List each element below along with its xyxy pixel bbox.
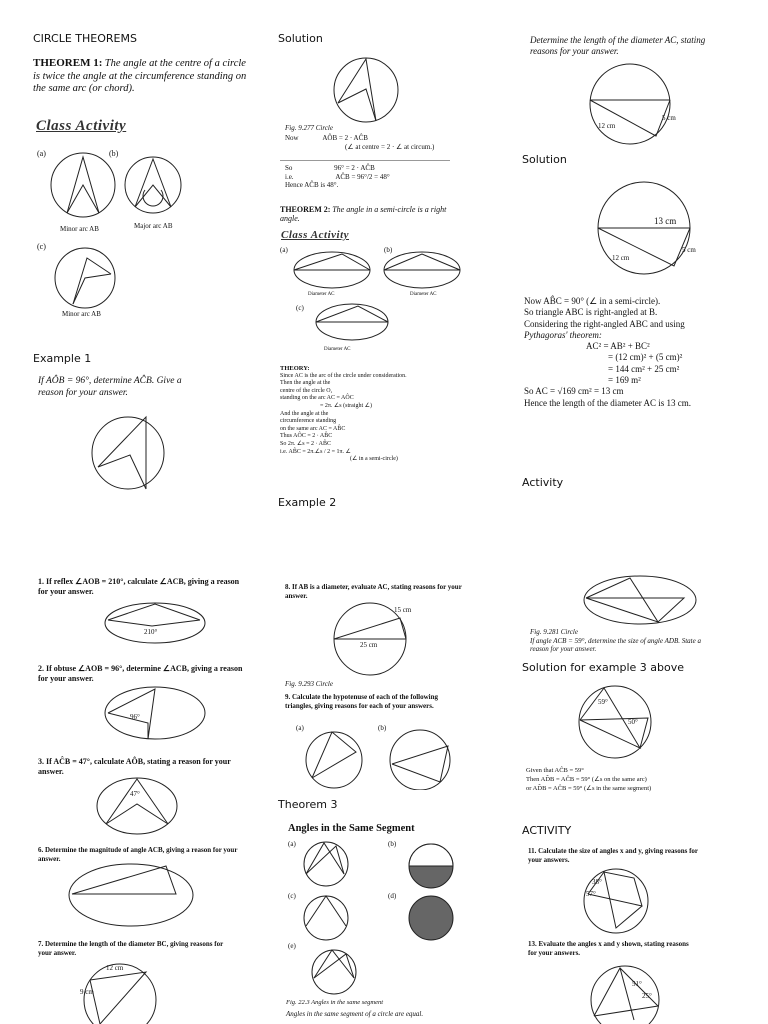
- theorem1-block: [33, 58, 253, 96]
- then-line: Then AD̂B = AĈB = 59° (∠s on the same arc): [526, 776, 647, 783]
- minor-arc-label: Minor arc AB: [60, 225, 99, 233]
- ie-equation: AĈB = 96°/2 = 48°: [335, 172, 390, 181]
- theory-line: Thus AÔC = 2 · AB̂C: [280, 433, 333, 440]
- so-label: So: [285, 164, 293, 172]
- exercise-q9: 9. Calculate the hypotenuse of each of the following triangles, giving reasons for each of your answers.: [285, 693, 439, 710]
- theorem3-heading: Theorem 3: [278, 798, 338, 811]
- theorem2-text: The angle in a semi-circle is a right angle.: [280, 205, 447, 223]
- solution-heading-1: Solution: [278, 32, 323, 45]
- seg-d: (d): [388, 892, 397, 900]
- sol-line: = 144 cm² + 25 cm²: [608, 363, 680, 374]
- t2-fig-b: (b): [384, 246, 393, 254]
- ang59: 59°: [598, 698, 608, 706]
- theory-line: Then the angle at the: [280, 380, 331, 387]
- q8-len2: 25 cm: [360, 641, 378, 649]
- solution2-figure: [590, 178, 700, 278]
- exercise-q11-figure: [576, 866, 656, 936]
- exercise-q9-diagram: [290, 724, 465, 790]
- exercise-q11-diagram: [576, 866, 656, 936]
- exercise-q7: 7. Determine the length of the diameter BC, giving reasons for your answer.: [38, 940, 224, 957]
- class-activity-heading: Class Activity: [36, 118, 127, 134]
- q9-a: (a): [296, 724, 304, 732]
- example1-heading: Example 1: [33, 352, 92, 365]
- theory-line: i.e. AB̂C = 2π.∠s / 2 = 1π. ∠: [280, 448, 351, 455]
- theorem1-figure-c: [35, 240, 135, 320]
- exercise-q1-figure: [100, 598, 210, 648]
- fig281-caption: [530, 628, 710, 654]
- exercise-q3-diagram: [92, 776, 182, 836]
- example1-figure: [88, 405, 168, 500]
- activity-heading: Activity: [522, 476, 564, 489]
- activity2-heading: ACTIVITY: [522, 824, 572, 837]
- theory-line: So 2π. ∠s = 2 · AB̂C: [280, 440, 331, 447]
- fig281-figure: [580, 574, 700, 626]
- exercise-q3-figure: [92, 776, 182, 836]
- solution1-figure: [326, 55, 406, 125]
- exercise-q1-angle: 210°: [144, 628, 158, 636]
- ang25: 25°: [642, 992, 652, 1000]
- exercise-q6-figure: [66, 862, 196, 928]
- fig281-title: Fig. 9.281 Circle: [530, 628, 578, 636]
- solution1-diagram: [326, 55, 406, 125]
- t2-fig-a: (a): [280, 246, 288, 254]
- exercise-q2-angle: 96°: [130, 713, 140, 721]
- hence-statement: Hence AĈB is 48°.: [285, 181, 339, 189]
- theory-block: [280, 365, 465, 464]
- exercise-q8: 8. If AB is a diameter, evaluate AC, stating reasons for your answer.: [285, 583, 462, 600]
- t2-fig-c: (c): [296, 304, 304, 312]
- sol-len13: 13 cm: [654, 216, 677, 226]
- solution2-text: [524, 296, 744, 409]
- det-len5: 5 cm: [662, 114, 676, 122]
- fig281-diagram: [580, 574, 700, 626]
- seg-b: (b): [388, 840, 397, 848]
- q9-b: (b): [378, 724, 387, 732]
- exercise-q7-figure: [80, 960, 160, 1024]
- theory-line: on the same arc AC = AB̂C: [280, 425, 346, 432]
- seg-c: (c): [288, 892, 296, 900]
- sol-line: Hence the length of the diameter AC is 13 cm.: [524, 397, 691, 408]
- given-line: Given that AĈB = 59°: [526, 767, 584, 774]
- determine-figure: [576, 62, 686, 148]
- fig293-caption: Fig. 9.293 Circle: [285, 680, 333, 688]
- example2-heading: Example 2: [278, 496, 337, 509]
- exercise-q2-diagram: [100, 683, 210, 743]
- solution2-diagram: [590, 178, 700, 278]
- fig281-text: If angle ACB = 59°, determine the size of angle ADB. State a reason for your answer.: [530, 636, 701, 653]
- exercise-q1-diagram: [100, 598, 210, 648]
- sol-line: So AC = √169 cm² = 13 cm: [524, 386, 624, 397]
- solution1-steps: [285, 164, 450, 190]
- sol-line: = 169 m²: [608, 375, 641, 386]
- solution-ex3-text: [526, 766, 716, 793]
- ang51: 51°: [632, 980, 642, 988]
- theorem2-diagrams: [280, 246, 465, 356]
- ie-label: i.e.: [285, 172, 294, 181]
- solution-ex3-figure: [570, 682, 660, 762]
- example1-diagram: [88, 405, 168, 500]
- t2-diam-2: Diameter AC: [410, 292, 437, 297]
- sol-line: Considering the right-angled ABC and using: [524, 318, 685, 329]
- theorem1-diagram-c: [35, 240, 135, 320]
- theory-line: And the angle at the: [280, 410, 329, 417]
- fig-c-label: (c): [37, 242, 46, 251]
- or-line: or AD̂B = AĈB = 59° (∠s in the same segment): [526, 785, 652, 792]
- theory-line: circumference standing: [280, 418, 337, 425]
- exercise-q11: 11. Calculate the size of angles x and y, giving reasons for your answers.: [528, 847, 698, 864]
- same-segment-caption: Angles in the same segment of a circle are equal.: [286, 1010, 424, 1018]
- q8-len1: 15 cm: [394, 606, 412, 614]
- now-reason: (∠ at centre = 2 · ∠ at circum.): [345, 142, 435, 151]
- theory-line: standing on the arc AC = AÔC: [280, 395, 354, 402]
- sol-len12: 12 cm: [612, 254, 630, 262]
- seg-a: (a): [288, 840, 296, 848]
- determine-diagram: [576, 62, 686, 148]
- determine-text: Determine the length of the diameter AC, stating reasons for your answer.: [530, 35, 706, 56]
- sol-line: AC² = AB² + BC²: [586, 341, 650, 352]
- now-equation: AÔB = 2 · AĈB: [322, 134, 368, 142]
- solution-example3-heading: Solution for example 3 above: [522, 661, 684, 674]
- exercise-q8-figure: [320, 602, 420, 676]
- theorem2-heading: THEOREM 2:: [280, 205, 331, 214]
- same-segment-heading: Angles in the Same Segment: [288, 823, 415, 834]
- det-len12: 12 cm: [598, 122, 616, 130]
- exercise-q13-diagram: [580, 960, 670, 1024]
- theory-line: = 2π. ∠s (straight ∠): [320, 402, 372, 409]
- sol-line: So triangle ABC is right-angled at B.: [524, 307, 658, 318]
- exercise-q3: 3. If AĈB = 47°, calculate AÔB, stating a reason for your answer.: [38, 757, 231, 776]
- theory-line: (∠ in a semi-circle): [350, 456, 398, 463]
- ang38: 38°: [592, 878, 602, 886]
- now-label: Now: [285, 134, 299, 142]
- minor-arc-label-2: Minor arc AB: [62, 310, 101, 318]
- exercise-q3-angle: 47°: [130, 790, 140, 798]
- sol-line: = (12 cm)² + (5 cm)²: [608, 352, 683, 363]
- sol-line: Pythagoras' theorem:: [524, 329, 602, 340]
- fig-a-label: (a): [37, 149, 46, 158]
- theory-line: centre of the circle O,: [280, 387, 333, 394]
- sol-line: Now AB̂C = 90° (∠ in a semi-circle).: [524, 296, 661, 306]
- page-title: CIRCLE THEOREMS: [33, 32, 137, 45]
- exercise-q6: 6. Determine the magnitude of angle ACB, giving a reason for your answer.: [38, 846, 238, 863]
- ang50: 50°: [628, 718, 638, 726]
- example1-text: If AÔB = 96°, determine AĈB. Give a reason for your answer.: [38, 376, 182, 398]
- same-segment-figures: [286, 838, 466, 998]
- theorem1-text: The angle at the centre of a circle is twice the angle at the circumference standing on the same arc (or chord).: [33, 58, 247, 94]
- sol-len5: 5 cm: [682, 246, 696, 254]
- exercise-q6-diagram: [66, 862, 196, 928]
- divider: [280, 160, 450, 161]
- major-arc-label: Major arc AB: [134, 222, 173, 230]
- exercise-q7-len1: 12 cm: [106, 964, 124, 972]
- solution-ex3-diagram: [570, 682, 660, 762]
- exercise-q2-figure: [100, 683, 210, 743]
- exercise-q1: 1. If reflex ∠AOB = 210°, calculate ∠ACB, giving a reason for your answer.: [38, 577, 240, 596]
- exercise-q13: 13. Evaluate the angles x and y shown, stating reasons for your answers.: [528, 940, 689, 957]
- so-equation: 96° = 2 · AĈB: [334, 164, 375, 172]
- fig277-caption: Fig. 9.277 Circle: [285, 124, 333, 132]
- theory-heading: THEORY:: [280, 365, 310, 372]
- exercise-q13-figure: [580, 960, 670, 1024]
- class-activity-heading-2: Class Activity: [281, 229, 350, 241]
- theorem1-heading: THEOREM 1:: [33, 57, 103, 69]
- exercise-q9-figure: [290, 724, 465, 790]
- same-segment-diagrams: [286, 838, 466, 998]
- solution1-now: [285, 134, 450, 151]
- ang57: 57°: [586, 890, 596, 898]
- fig-b-label: (b): [109, 149, 119, 158]
- theory-line: Since AC is the arc of the circle under consideration.: [280, 372, 407, 379]
- theorem2-block: [280, 206, 455, 223]
- t2-diam-1: Diameter AC: [308, 292, 335, 297]
- t2-diam-3: Diameter AC: [324, 347, 351, 352]
- exercise-q7-len2: 9 cm: [80, 988, 94, 996]
- exercise-q2: 2. If obtuse ∠AOB = 96°, determine ∠ACB, giving a reason for your answer.: [38, 664, 243, 683]
- theorem2-figures: [280, 246, 465, 356]
- fig223-caption: Fig. 22.3 Angles in the same segment: [286, 999, 384, 1006]
- seg-e: (e): [288, 942, 296, 950]
- solution-heading-2: Solution: [522, 153, 567, 166]
